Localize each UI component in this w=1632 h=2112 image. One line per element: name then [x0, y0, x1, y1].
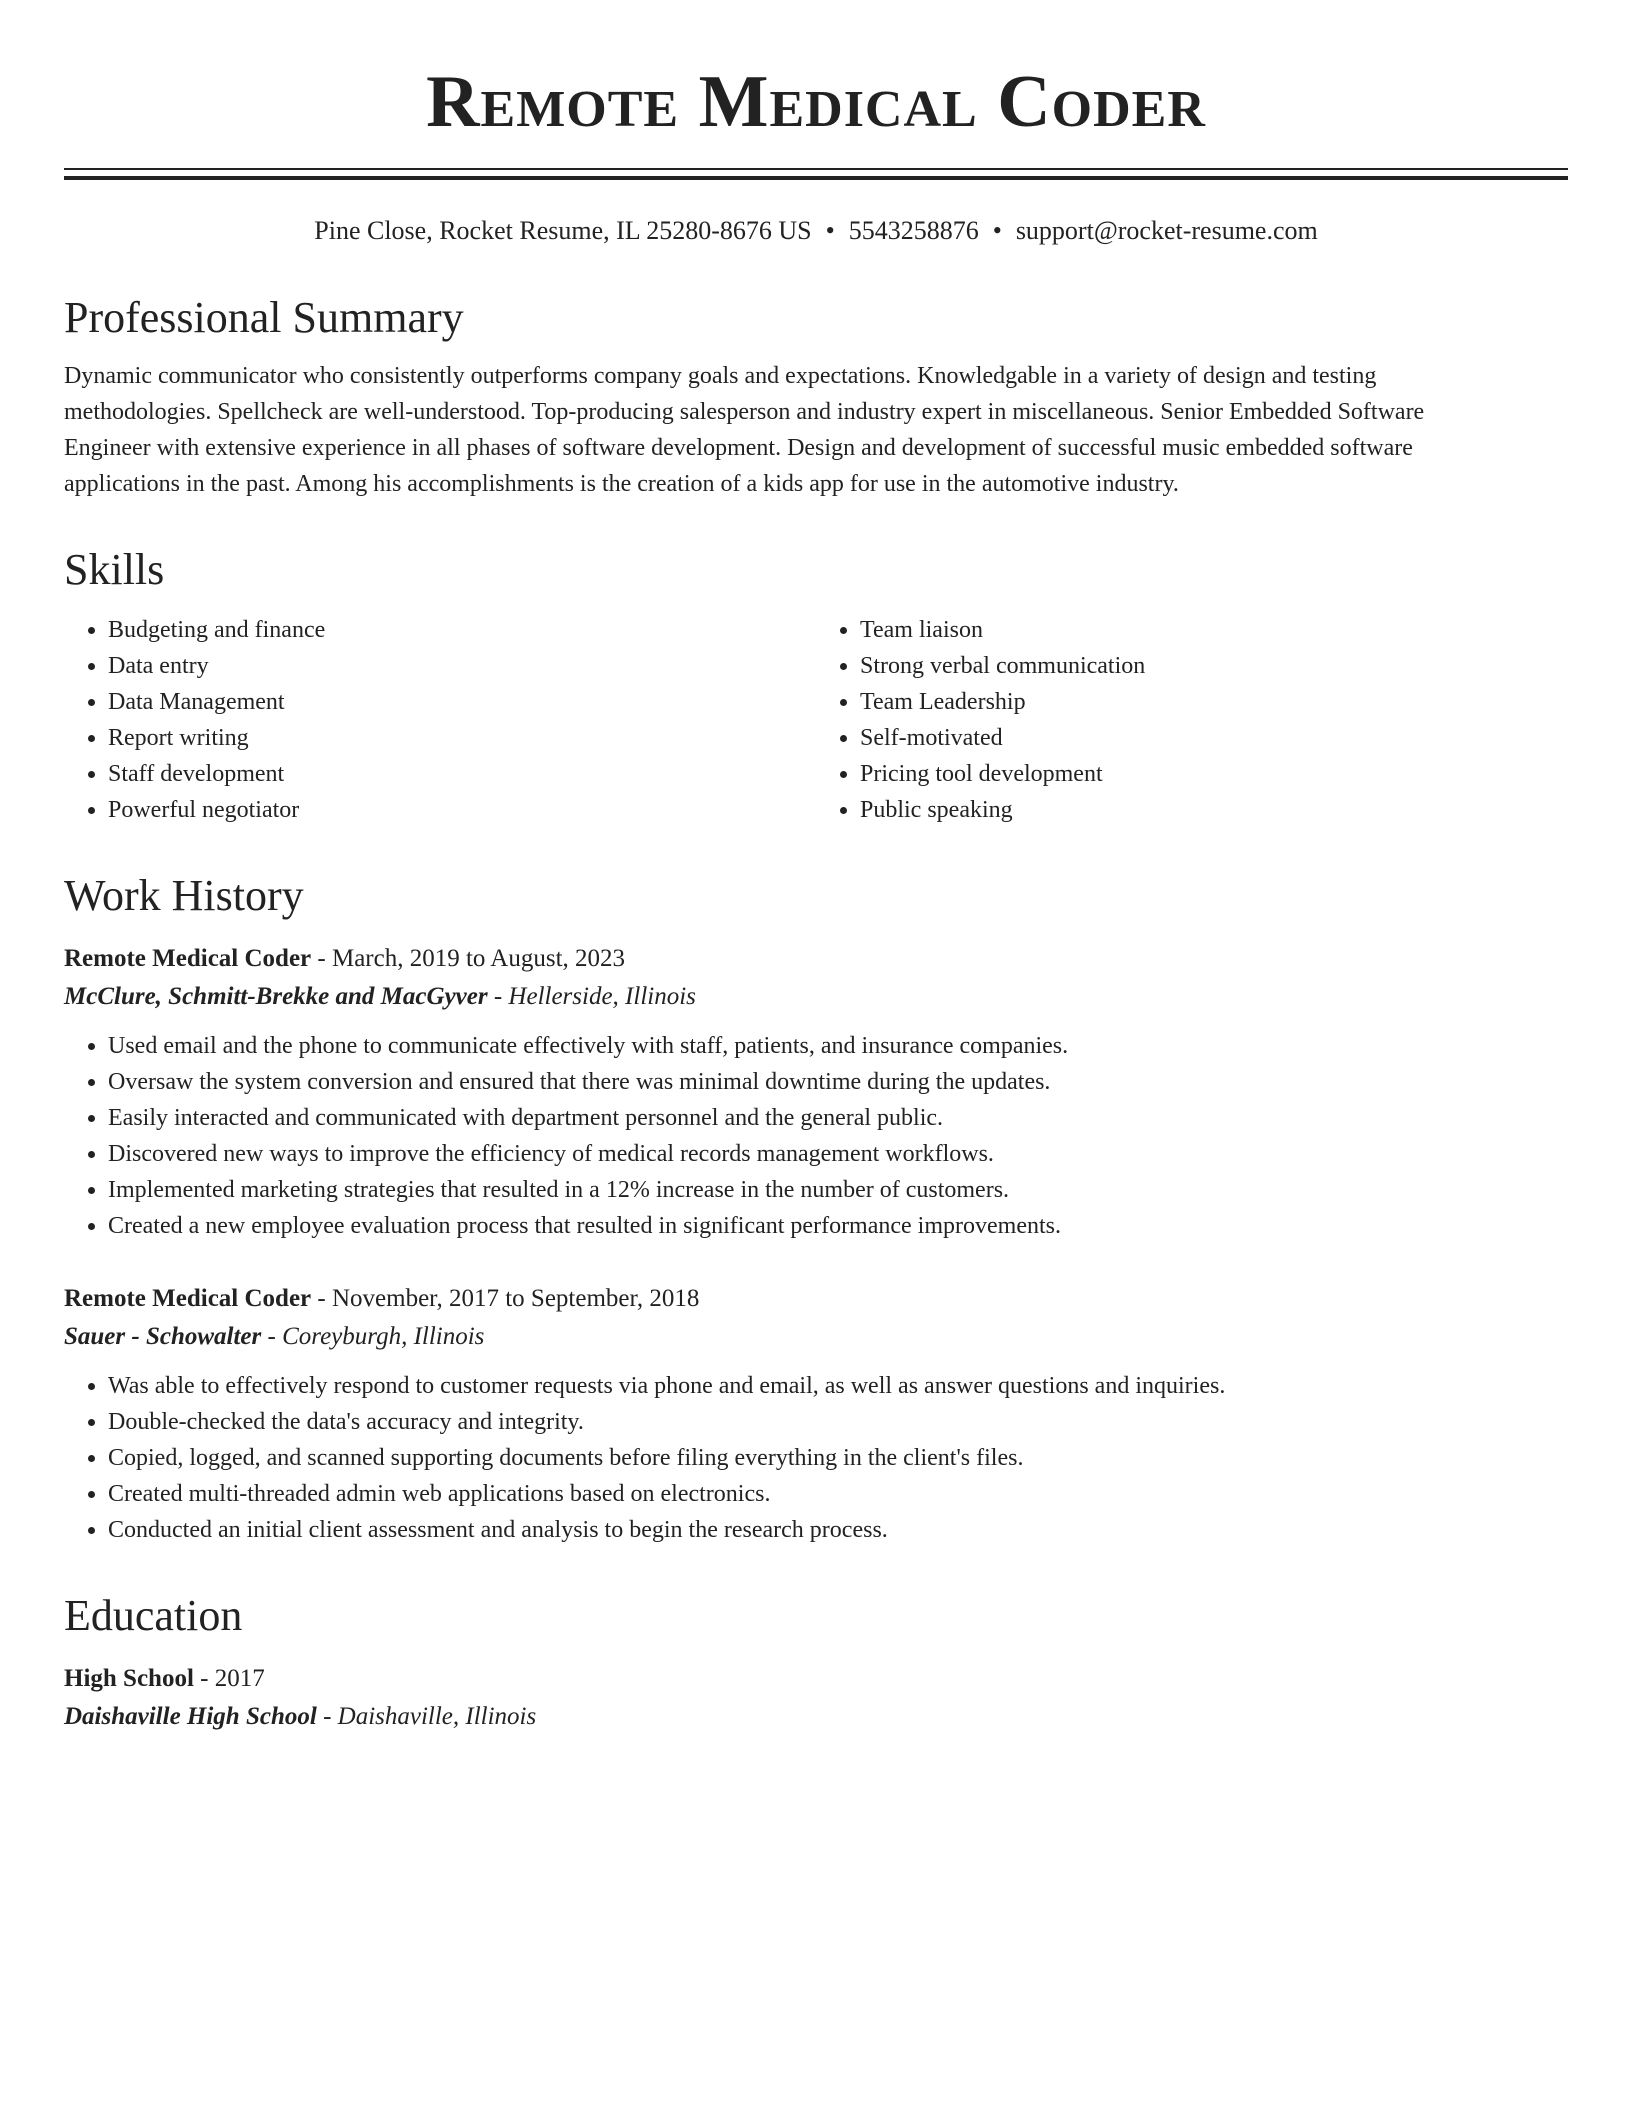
graduation-year: 2017	[214, 1665, 265, 1692]
job-title: Remote Medical Coder	[64, 945, 312, 972]
skill-item: • Data Management	[108, 684, 816, 720]
job-title: Remote Medical Coder	[64, 1285, 312, 1312]
skill-item: • Data entry	[108, 648, 816, 684]
contact-address: Pine Close, Rocket Resume, IL 25280-8676 US	[314, 216, 812, 245]
job-bullet: • Discovered new ways to improve the efficiency of medical records management workflows.	[108, 1136, 1568, 1172]
dash-separator: -	[193, 1665, 215, 1692]
resume-title: Remote Medical Coder	[426, 61, 1206, 143]
job-bullet: • Created multi-threaded admin web applications based on electronics.	[108, 1476, 1568, 1512]
dash-separator: -	[261, 1323, 283, 1350]
education-section	[64, 1590, 1568, 1736]
company-name: McClure, Schmitt-Brekke and MacGyver	[64, 983, 488, 1010]
job-bullet: • Implemented marketing strategies that resulted in a 12% increase in the number of customers.	[108, 1172, 1568, 1208]
skills-columns	[64, 612, 1568, 828]
skill-item: • Team liaison	[860, 612, 1568, 648]
contact-separator: •	[825, 216, 835, 245]
section-heading-summary: Professional Summary	[64, 293, 464, 342]
job-bullet: • Created a new employee evaluation process that resulted in significant performance improvements.	[108, 1208, 1568, 1244]
contact-email: support@rocket-resume.com	[1015, 216, 1318, 245]
contact-line	[64, 214, 1568, 248]
company-line	[64, 1318, 1568, 1356]
job-bullets	[64, 1028, 1568, 1244]
skills-list-right	[816, 612, 1568, 828]
dash-separator: -	[311, 945, 332, 972]
job-bullet: • Easily interacted and communicated with department personnel and the general public.	[108, 1100, 1568, 1136]
section-heading-education: Education	[64, 1591, 243, 1640]
job-entry	[64, 1280, 1568, 1548]
school-location: Daishaville, Illinois	[337, 1703, 537, 1730]
degree-line	[64, 1660, 1568, 1698]
skill-item: • Self-motivated	[860, 720, 1568, 756]
job-bullet: • Oversaw the system conversion and ensured that there was minimal downtime during the updates.	[108, 1064, 1568, 1100]
company-location: Hellerside, Illinois	[508, 983, 696, 1010]
job-bullet: • Was able to effectively respond to customer requests via phone and email, as well as answer questions and inquiries.	[108, 1368, 1568, 1404]
company-line	[64, 978, 1568, 1016]
skill-item: • Team Leadership	[860, 684, 1568, 720]
job-bullet: • Double-checked the data's accuracy and integrity.	[108, 1404, 1568, 1440]
company-location: Coreyburgh, Illinois	[282, 1323, 485, 1350]
school-line	[64, 1698, 1568, 1736]
professional-summary-section	[64, 292, 1568, 502]
dash-separator: -	[311, 1285, 332, 1312]
education-entry	[64, 1660, 1568, 1736]
job-bullets	[64, 1368, 1568, 1548]
contact-phone: 5543258876	[848, 216, 979, 245]
skill-item: • Pricing tool development	[860, 756, 1568, 792]
skills-list-left	[64, 612, 816, 828]
skill-item: • Public speaking	[860, 792, 1568, 828]
degree: High School	[64, 1665, 194, 1692]
job-entry	[64, 940, 1568, 1244]
job-bullet: • Copied, logged, and scanned supporting documents before filing everything in the client's files.	[108, 1440, 1568, 1476]
skills-section	[64, 544, 1568, 828]
section-heading-skills: Skills	[64, 545, 165, 594]
job-bullet: • Conducted an initial client assessment and analysis to begin the research process.	[108, 1512, 1568, 1548]
section-heading-work-history: Work History	[64, 871, 304, 920]
title-double-rule	[64, 168, 1568, 180]
work-history-section	[64, 870, 1568, 1548]
summary-text: Dynamic communicator who consistently outperforms company goals and expectations. Knowledgable in a variety of design and testing methodologies. Spellcheck are well-understood. Top-producing salesperson and industry expert in miscellaneous. Senior Embedded Software Engineer with extensive experience in all phases of software development. Design and development of successful music embedded software applications in the past. Among his accomplishments is the creation of a kids app for use in the automotive industry.	[64, 363, 1425, 497]
job-dates: March, 2019 to August, 2023	[331, 945, 626, 972]
company-name: Sauer - Schowalter	[64, 1323, 262, 1350]
job-title-line	[64, 940, 1568, 978]
job-dates: November, 2017 to September, 2018	[331, 1285, 700, 1312]
skill-item: • Powerful negotiator	[108, 792, 816, 828]
skill-item: • Staff development	[108, 756, 816, 792]
skill-item: • Budgeting and finance	[108, 612, 816, 648]
contact-separator: •	[992, 216, 1002, 245]
dash-separator: -	[316, 1703, 338, 1730]
skill-item: • Strong verbal communication	[860, 648, 1568, 684]
dash-separator: -	[487, 983, 509, 1010]
job-bullet: • Used email and the phone to communicate effectively with staff, patients, and insurance companies.	[108, 1028, 1568, 1064]
school-name: Daishaville High School	[64, 1703, 317, 1730]
job-title-line	[64, 1280, 1568, 1318]
skill-item: • Report writing	[108, 720, 816, 756]
